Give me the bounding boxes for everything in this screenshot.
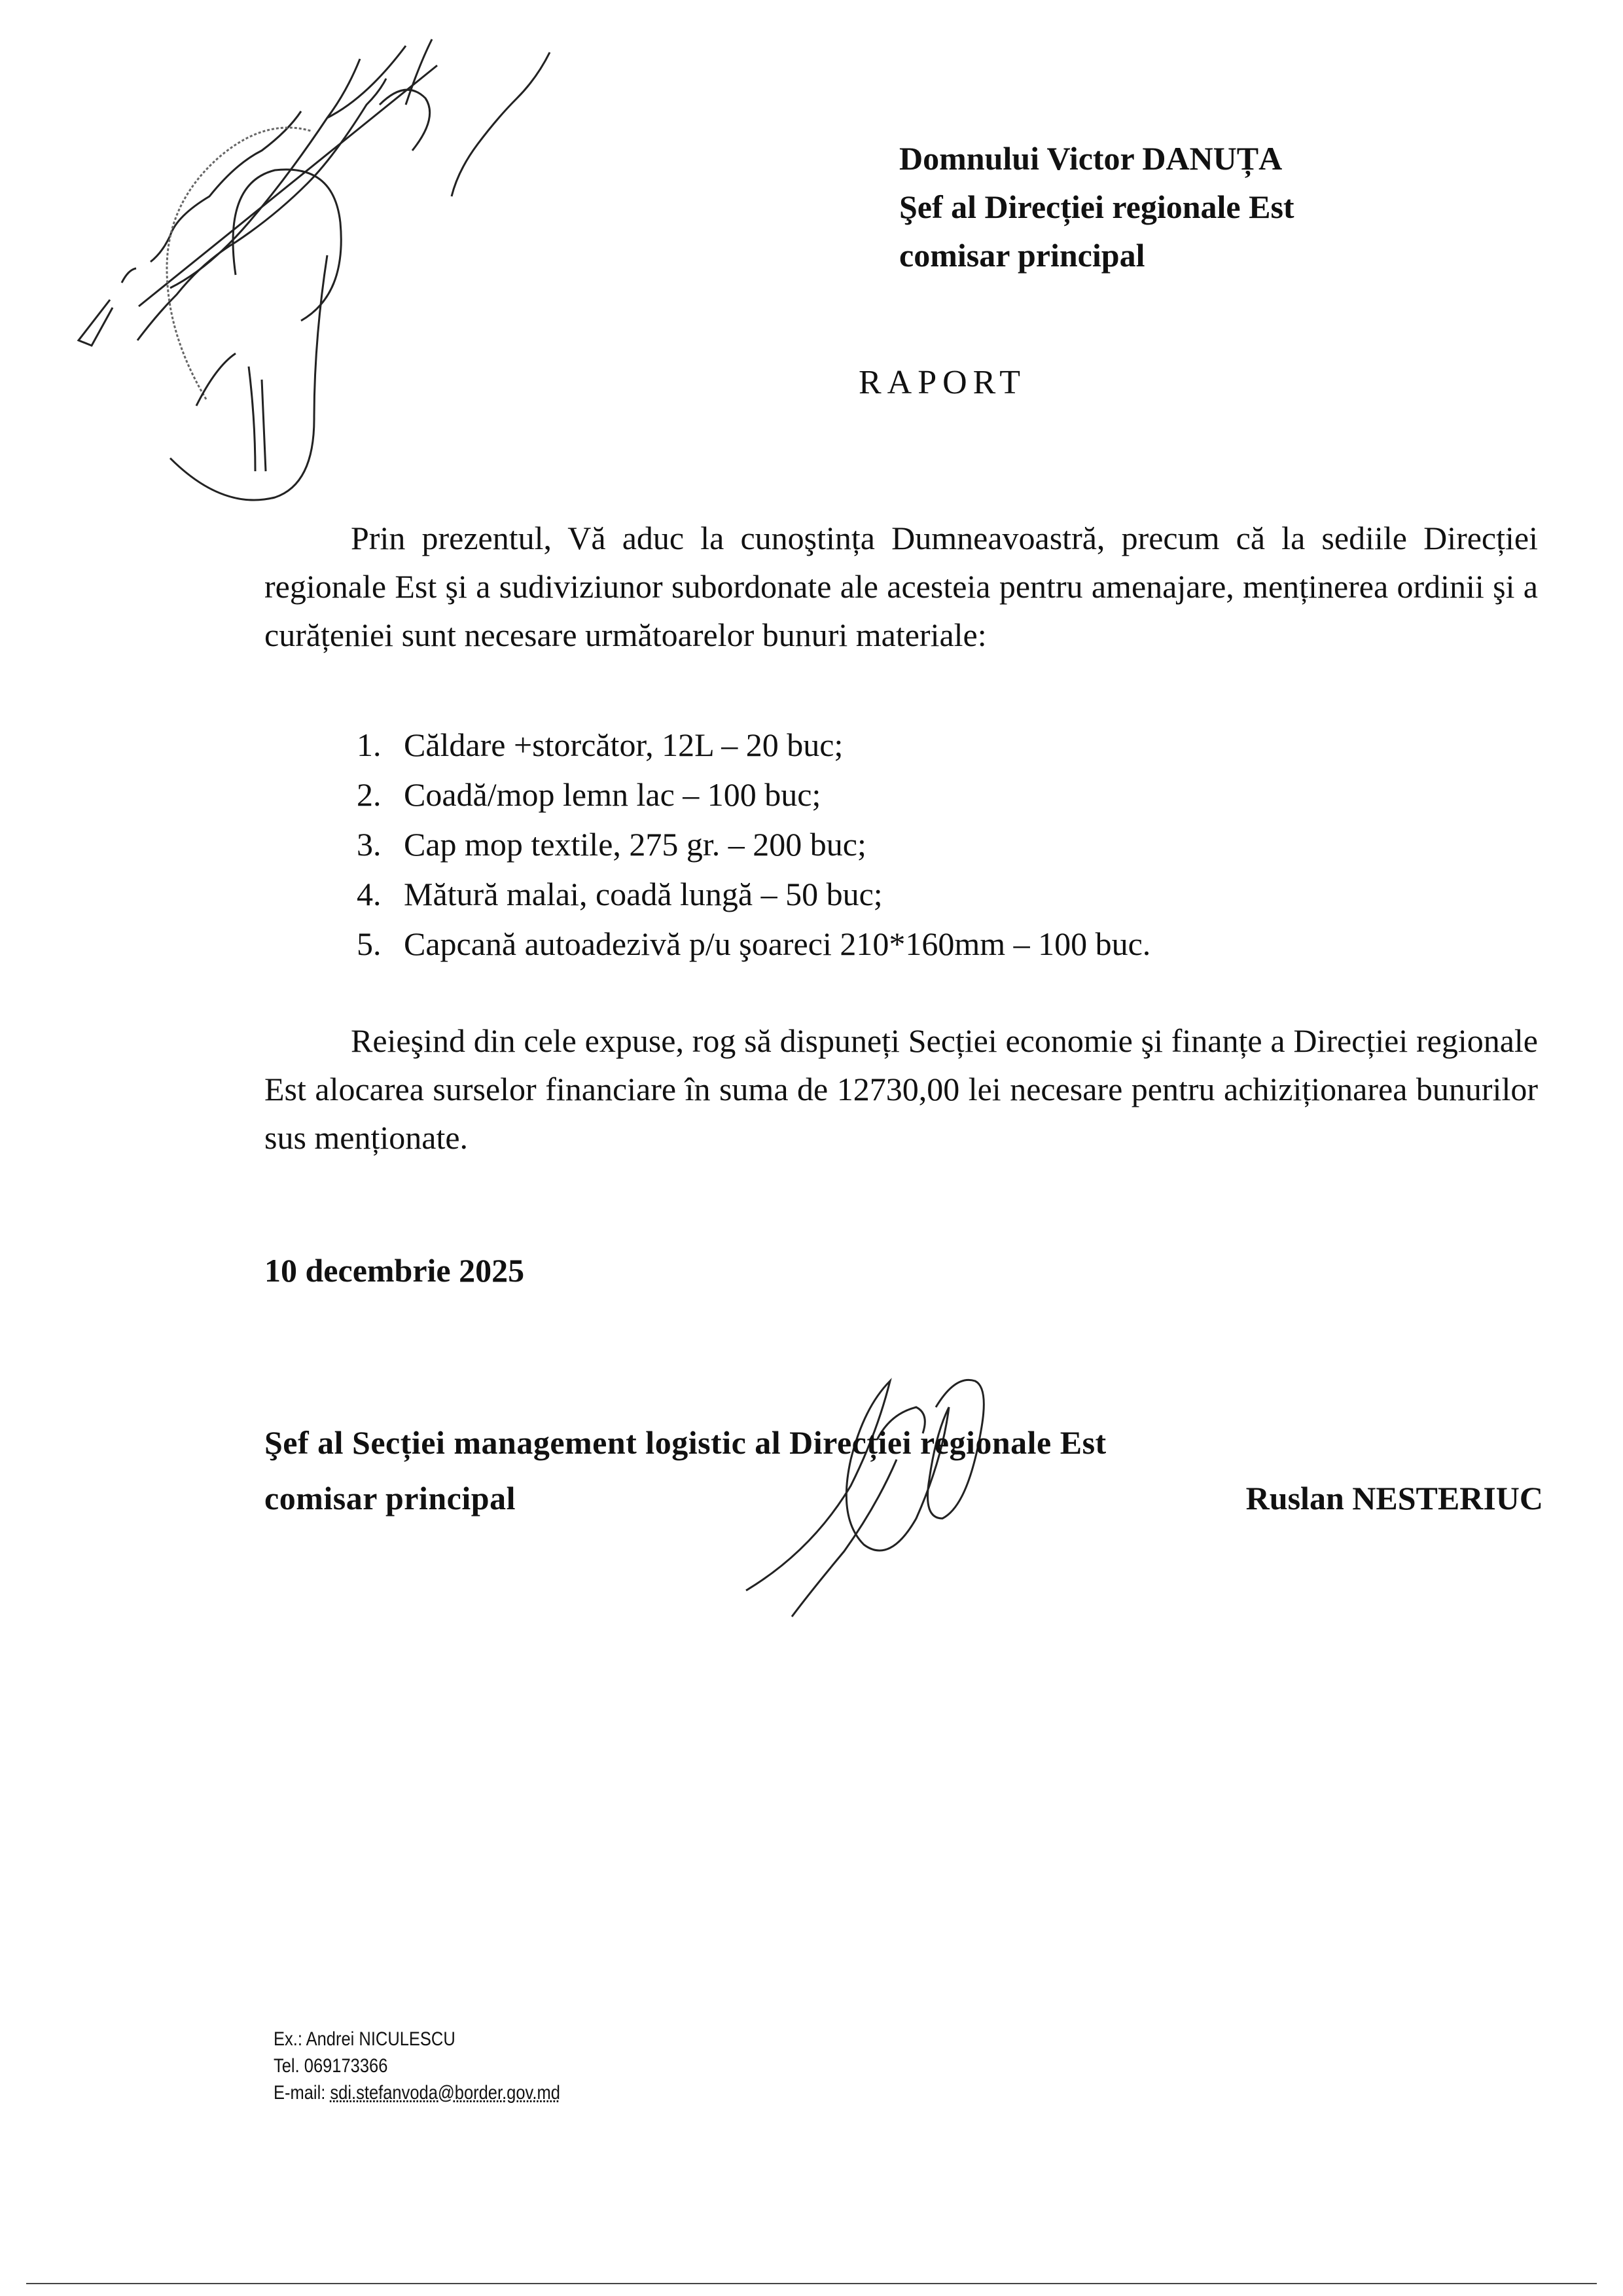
item-text: Capcană autoadezivă p/u şoareci 210*160mm – 100 buc. [404,925,1151,962]
signer-name: Ruslan NESTERIUC [1245,1480,1543,1516]
footer-contact [274,2026,560,2106]
intro-paragraph [264,514,1538,659]
intro-paragraph-text: Prin prezentul, Vă aduc la cunoştința Dumneavoastră, precum că la sediile Direcției regionale Est şi a sudiviziunor subordonate ale acesteia pentru amenajare, menținerea ordinii şi a curățeniei sunt necesare următoarelor bunuri materiale: [264,520,1538,653]
item-text: Căldare +storcător, 12L – 20 buc; [404,726,844,763]
item-number: 2. [357,776,382,813]
addressee-block [899,134,1294,279]
list-item [357,819,1150,869]
document-title: RAPORT [858,364,1027,401]
request-paragraph [264,1016,1538,1162]
list-item [357,770,1150,819]
executor: Ex.: Andrei NICULESCU [274,2028,455,2050]
item-text: Mătură malai, coadă lungă – 50 buc; [404,876,883,912]
list-item [357,720,1150,770]
page-edge-line [26,2283,1597,2284]
addressee-rank: comisar principal [899,237,1145,274]
item-number: 5. [357,925,382,962]
item-text: Coadă/mop lemn lac – 100 buc; [404,776,821,813]
document-date: 10 decembrie 2025 [264,1252,525,1289]
materials-list [357,720,1150,969]
email-link[interactable]: sdi.stefanvoda@border.gov.md [330,2082,560,2104]
phone: Tel. 069173366 [274,2055,388,2077]
email-label: E-mail: [274,2082,330,2104]
signer-position: Şef al Secției management logistic al Direcției regionale Est [264,1424,1107,1461]
item-number: 1. [357,726,382,763]
request-paragraph-text: Reieşind din cele expuse, rog să dispuneți Secției economie şi finanțe a Direcției regionale Est alocarea surselor financiare în suma de 12730,00 lei necesare pentru achiziționarea bunurilor sus menționate. [264,1022,1538,1156]
list-item [357,869,1150,919]
item-number: 4. [357,876,382,912]
item-number: 3. [357,826,382,863]
email-line [274,2079,560,2106]
signer-rank: comisar principal [264,1480,516,1516]
addressee-name: Domnului Victor DANUȚA [899,140,1283,177]
item-text: Cap mop textile, 275 gr. – 200 buc; [404,826,866,863]
addressee-position: Şef al Direcției regionale Est [899,188,1294,225]
list-item [357,919,1150,969]
